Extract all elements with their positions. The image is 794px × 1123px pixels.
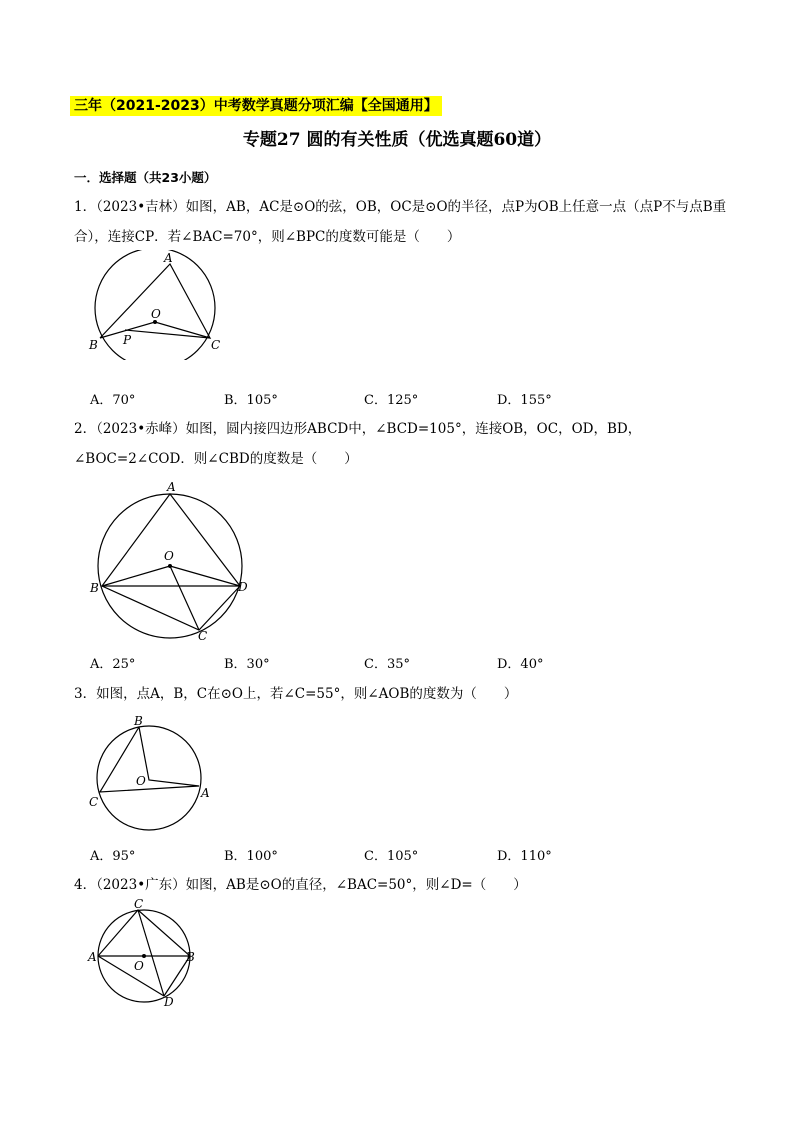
q3-label-A: A [201, 786, 210, 800]
q1-option-a[interactable]: A．70° [90, 393, 136, 408]
q3-label-C: C [89, 795, 99, 809]
q4-label-C: C [134, 898, 144, 911]
q1-option-d[interactable]: D．155° [497, 393, 552, 408]
q3-label-O: O [136, 774, 146, 788]
section-heading: 一．选择题（共23小题） [74, 170, 217, 185]
series-banner: 三年（2021-2023）中考数学真题分项汇编【全国通用】 [70, 96, 442, 116]
question-1-options [74, 389, 734, 409]
page-title: 专题27 圆的有关性质（优选真题60道） [242, 130, 552, 150]
q3-option-d[interactable]: D．110° [497, 849, 552, 864]
q3-option-b[interactable]: B．100° [224, 849, 278, 864]
q1-label-C: C [211, 338, 221, 352]
q2-label-B: B [90, 581, 99, 595]
q3-option-c[interactable]: C．105° [364, 849, 419, 864]
q1-label-B: B [89, 338, 98, 352]
q2-option-c[interactable]: C．35° [364, 657, 410, 672]
q4-label-D: D [164, 995, 174, 1008]
question-1-figure [80, 250, 240, 360]
question-3-figure [84, 712, 224, 838]
q4-label-A: A [88, 950, 97, 964]
q2-label-C: C [198, 629, 208, 643]
question-4-figure [86, 898, 206, 1008]
q2-option-b[interactable]: B．30° [224, 657, 270, 672]
q1-option-b[interactable]: B．105° [224, 393, 278, 408]
question-2-options [74, 653, 734, 673]
q2-option-d[interactable]: D．40° [497, 657, 544, 672]
q2-label-A: A [167, 480, 176, 494]
q3-option-a[interactable]: A．95° [90, 849, 136, 864]
q3-label-B: B [134, 714, 143, 728]
q2-option-a[interactable]: A．25° [90, 657, 136, 672]
question-1-text: 1．（2023•吉林）如图，AB，AC是⊙O的弦，OB，OC是⊙O的半径，点P为OB上任意一点（点P不与点B重合），连接CP．若∠BAC=70°，则∠BPC的度数可能是（ ） [74, 199, 727, 245]
q1-option-c[interactable]: C．125° [364, 393, 419, 408]
q4-label-O: O [134, 959, 144, 973]
question-3-text: 3．如图，点A，B，C在⊙O上，若∠C=55°，则∠AOB的度数为（ ） [74, 686, 518, 702]
q1-label-O: O [151, 307, 161, 321]
question-2-text: 2．（2023•赤峰）如图，圆内接四边形ABCD中，∠BCD=105°，连接OB，OC，OD，BD，∠BOC=2∠COD．则∠CBD的度数是（ ） [74, 421, 642, 467]
q1-label-P: P [123, 333, 132, 347]
question-4-text: 4．（2023•广东）如图，AB是⊙O的直径，∠BAC=50°，则∠D=（ ） [74, 877, 527, 893]
question-3-options [74, 845, 734, 865]
question-2-figure [84, 480, 264, 645]
q4-label-B: B [186, 950, 195, 964]
q2-label-O: O [164, 549, 174, 563]
q1-label-A: A [164, 251, 173, 265]
q2-label-D: D [238, 580, 248, 594]
